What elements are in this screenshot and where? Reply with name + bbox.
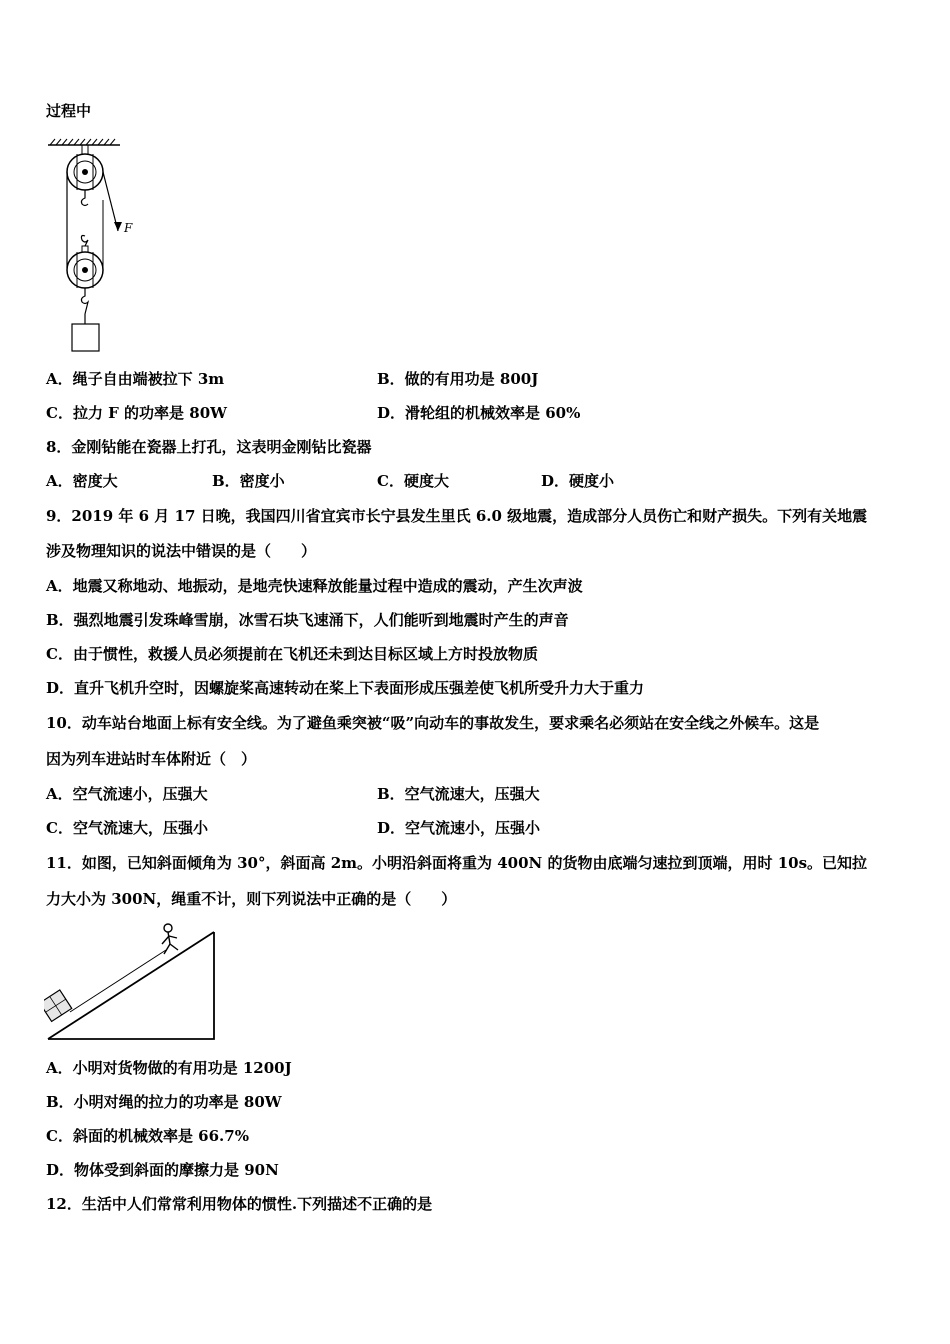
pulley-figure <box>44 136 144 356</box>
q10-option-b: B．空气流速大，压强大 <box>377 785 540 803</box>
q7-option-a: A．绳子自由端被拉下 3m <box>46 370 225 388</box>
q8-option-d: D．硬度小 <box>541 472 615 490</box>
q7-option-b: B．做的有用功是 800J <box>377 370 539 388</box>
q9-stem-line2: 涉及物理知识的说法中错误的是（ ） <box>46 542 317 560</box>
q11-stem-line1: 11．如图，已知斜面倾角为 30°，斜面高 2m。小明沿斜面将重为 400N 的货物由底端匀速拉到顶端，用时 10s。已知拉 <box>46 854 868 872</box>
force-label: F <box>124 221 133 235</box>
q11-option-c: C．斜面的机械效率是 66.7% <box>46 1127 249 1145</box>
q9-stem-line1: 9．2019 年 6 月 17 日晚，我国四川省宜宾市长宁县发生里氏 6.0 级地震，造成部分人员伤亡和财产损失。下列有关地震 <box>46 507 868 525</box>
incline-figure <box>44 920 220 1044</box>
q11-option-d: D．物体受到斜面的摩擦力是 90N <box>46 1161 279 1179</box>
q8-option-c: C．硬度大 <box>377 472 449 490</box>
q9-option-c: C．由于惯性，救援人员必须提前在飞机还未到达目标区域上方时投放物质 <box>46 645 538 663</box>
q9-option-b: B．强烈地震引发珠峰雪崩，冰雪石块飞速涌下，人们能听到地震时产生的声音 <box>46 611 569 629</box>
q8-option-b: B．密度小 <box>212 472 285 490</box>
q7-tail-text: 过程中 <box>46 102 92 120</box>
q10-stem-line1: 10．动车站台地面上标有安全线。为了避鱼乘突被“吸”向动车的事故发生，要求乘名必须站在安全线之外候车。这是 <box>46 714 820 732</box>
q11-option-b: B．小明对绳的拉力的功率是 80W <box>46 1093 282 1111</box>
q10-stem-line2: 因为列车进站时车体附近（ ） <box>46 750 257 768</box>
q7-option-d: D．滑轮组的机械效率是 60% <box>377 404 581 422</box>
q9-option-d: D．直升飞机升空时，因螺旋桨高速转动在桨上下表面形成压强差使飞机所受升力大于重力 <box>46 679 645 697</box>
q11-stem-line2: 力大小为 300N，绳重不计，则下列说法中正确的是（ ） <box>46 890 457 908</box>
q10-option-a: A．空气流速小，压强大 <box>46 785 208 803</box>
q11-option-a: A．小明对货物做的有用功是 1200J <box>46 1059 292 1077</box>
q10-option-d: D．空气流速小，压强小 <box>377 819 541 837</box>
q10-option-c: C．空气流速大，压强小 <box>46 819 208 837</box>
q9-option-a: A．地震又称地动、地振动，是地壳快速释放能量过程中造成的震动，产生次声波 <box>46 577 583 595</box>
q7-option-c: C．拉力 F 的功率是 80W <box>46 404 227 422</box>
q12-stem: 12．生活中人们常常利用物体的惯性.下列描述不正确的是 <box>46 1195 433 1213</box>
q8-option-a: A．密度大 <box>46 472 118 490</box>
q8-stem: 8．金刚钻能在瓷器上打孔，这表明金刚钻比瓷器 <box>46 438 372 456</box>
